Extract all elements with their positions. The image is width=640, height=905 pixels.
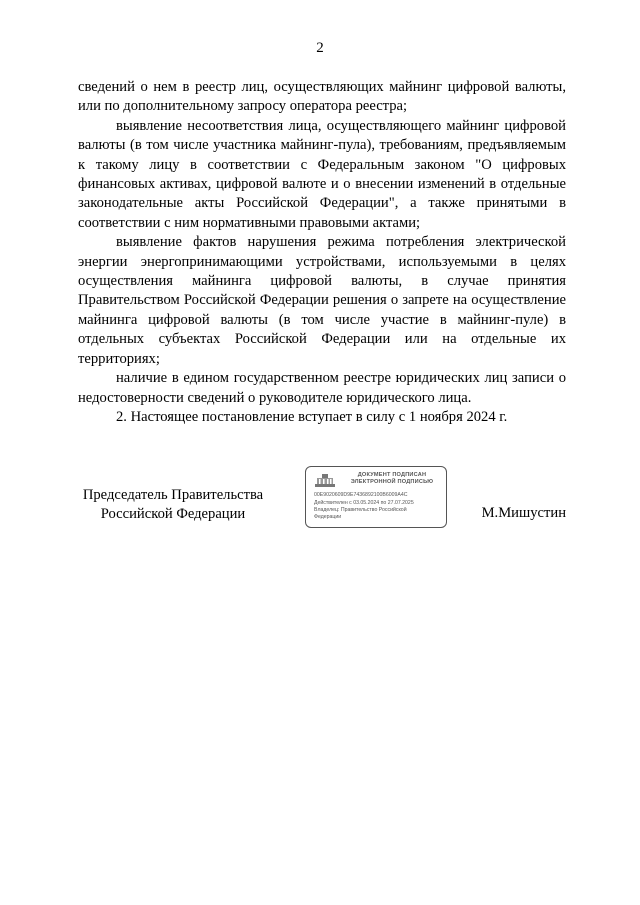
stamp-header-line1: ДОКУМЕНТ ПОДПИСАН [357,472,427,478]
stamp-owner-line1: Владелец: Правительство Российской [314,507,407,513]
stamp-header [340,472,444,486]
page-number: 2 [316,40,324,56]
paragraph-noncompliance: выявление несоответствия лица, осуществляющего майнинг цифровой валюты (в том числе участника майнинг-пула), требованиям, предъявляемым к такому лицу в соответствии с Федеральным законом "О цифровых финансовых активах, цифровой валюте и о внесении изменений в отдельные законодательные акты Российской Федерации", а также принятыми в соответствии с ним нормативными правовыми актами; [78,117,566,231]
stamp-validity: Действителен с 03.05.2024 по 27.07.2025 [314,500,414,506]
paragraph-egrul-record: наличие в едином государственном реестре юридических лиц записи о недостоверности сведений о руководителе юридического лица. [78,370,566,406]
stamp-certificate: 00E9020609D9E7436892100B6009A4C [314,492,408,498]
signer-title-line2: Российской Федерации [100,506,246,523]
signer-title [78,486,268,525]
stamp-owner-line2: Федерации [314,514,342,520]
paragraph-effective-date: 2. Настоящее постановление вступает в силу с 1 ноября 2024 г. [116,408,508,425]
stamp-header-line2: ЭЛЕКТРОННОЙ ПОДПИСЬЮ [350,479,434,485]
signer-title-line1: Председатель Правительства [82,487,264,503]
electronic-signature-stamp [305,466,447,528]
signer-name: М.Мишустин [481,505,566,521]
document-body [78,78,566,427]
government-emblem-icon [314,473,336,488]
paragraph-energy-violation: выявление фактов нарушения режима потребления электрической энергии энергопринимающими устройствами, используемыми в целях осуществления майнинга цифровой валюты, в случае принятия Правительством Российской Федерации решения о запрете на осуществление майнинга цифровой валюты (в том числе участие в майнинг-пуле) в отдельных субъектах Российской Федерации или на отдельные их территориях; [78,234,566,367]
paragraph-registry-info: сведений о нем в реестр лиц, осуществляющих майнинг цифровой валюты, или по дополнительному запросу оператора реестра; [78,79,566,115]
